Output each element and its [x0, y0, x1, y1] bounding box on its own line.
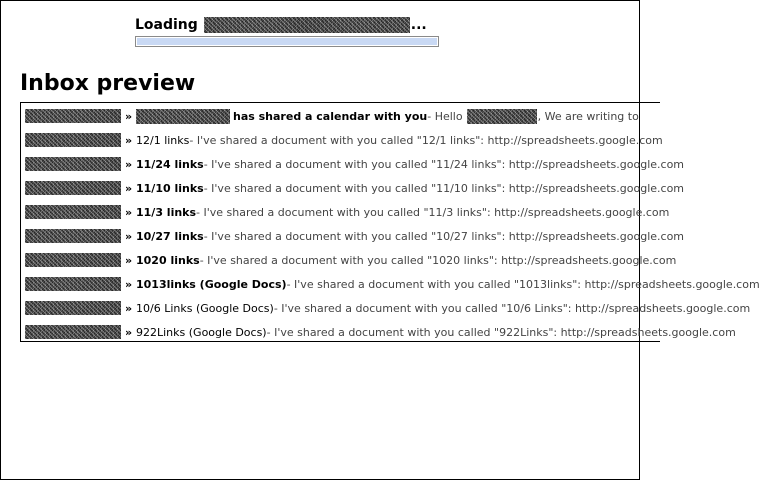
row-separator: » — [124, 229, 133, 243]
inbox-message-row[interactable] — [25, 155, 684, 173]
redacted-sender — [25, 325, 121, 339]
message-subject[interactable]: 10/27 links — [136, 229, 204, 243]
redacted-account-name — [204, 17, 410, 33]
message-subject[interactable]: has shared a calendar with you — [233, 109, 428, 123]
message-subject[interactable]: 10/6 Links (Google Docs) — [136, 301, 274, 315]
message-snippet: - Hello — [427, 109, 463, 123]
redacted-sender — [25, 109, 121, 123]
inbox-message-row[interactable] — [25, 299, 750, 317]
message-snippet: - I've shared a document with you called "922Links": http://spreadsheets.google.com — [266, 325, 736, 339]
message-subject[interactable]: 1013links (Google Docs) — [136, 277, 287, 291]
loading-label: Loading — [135, 17, 198, 33]
redacted-sender — [25, 253, 121, 267]
loading-ellipsis: ... — [410, 17, 427, 33]
row-separator: » — [124, 325, 133, 339]
row-separator: » — [124, 109, 133, 123]
message-snippet: - I've shared a document with you called "11/10 links": http://spreadsheets.google.com — [203, 181, 685, 195]
message-subject[interactable]: 11/3 links — [136, 205, 197, 219]
redacted-recipient-name — [467, 109, 537, 124]
inbox-message-row[interactable] — [25, 179, 684, 197]
message-snippet: - I've shared a document with you called "12/1 links": http://spreadsheets.google.com — [189, 133, 663, 147]
row-separator: » — [124, 133, 133, 147]
inbox-message-row[interactable] — [25, 275, 760, 293]
message-subject[interactable]: 12/1 links — [136, 133, 190, 147]
redacted-sender — [25, 229, 121, 243]
loading-progress-fill — [137, 38, 437, 45]
inbox-preview-list — [20, 102, 760, 342]
row-separator: » — [124, 157, 133, 171]
row-separator: » — [124, 253, 133, 267]
message-subject[interactable]: 11/10 links — [136, 181, 204, 195]
loading-status — [135, 16, 427, 34]
message-snippet: - I've shared a document with you called "10/27 links": http://spreadsheets.google.com — [203, 229, 685, 243]
redacted-sender — [25, 133, 121, 147]
row-separator: » — [124, 301, 133, 315]
message-snippet: - I've shared a document with you called "11/3 links": http://spreadsheets.google.com — [196, 205, 670, 219]
message-snippet: - I've shared a document with you called "10/6 Links": http://spreadsheets.google.com — [273, 301, 751, 315]
inbox-message-row[interactable] — [25, 131, 663, 149]
row-separator: » — [124, 181, 133, 195]
inbox-message-row[interactable] — [25, 251, 676, 269]
inbox-message-row[interactable] — [25, 227, 684, 245]
redacted-name — [136, 109, 230, 124]
message-subject[interactable]: 11/24 links — [136, 157, 204, 171]
redacted-sender — [25, 157, 121, 171]
redacted-sender — [25, 181, 121, 195]
redacted-sender — [25, 277, 121, 291]
message-snippet: - I've shared a document with you called "1020 links": http://spreadsheets.google.com — [199, 253, 677, 267]
message-snippet-tail: , We are writing to — [537, 109, 639, 123]
row-separator: » — [124, 205, 133, 219]
redacted-sender — [25, 205, 121, 219]
page-title: Inbox preview — [20, 71, 196, 96]
redacted-sender — [25, 301, 121, 315]
message-snippet: - I've shared a document with you called "11/24 links": http://spreadsheets.google.com — [203, 157, 685, 171]
inbox-message-row[interactable] — [25, 323, 736, 341]
inbox-message-row[interactable] — [25, 107, 639, 125]
inbox-message-row[interactable] — [25, 203, 669, 221]
message-subject[interactable]: 922Links (Google Docs) — [136, 325, 267, 339]
row-separator: » — [124, 277, 133, 291]
message-subject[interactable]: 1020 links — [136, 253, 200, 267]
loading-progress-bar — [135, 36, 439, 47]
message-snippet: - I've shared a document with you called "1013links": http://spreadsheets.google.com — [286, 277, 760, 291]
